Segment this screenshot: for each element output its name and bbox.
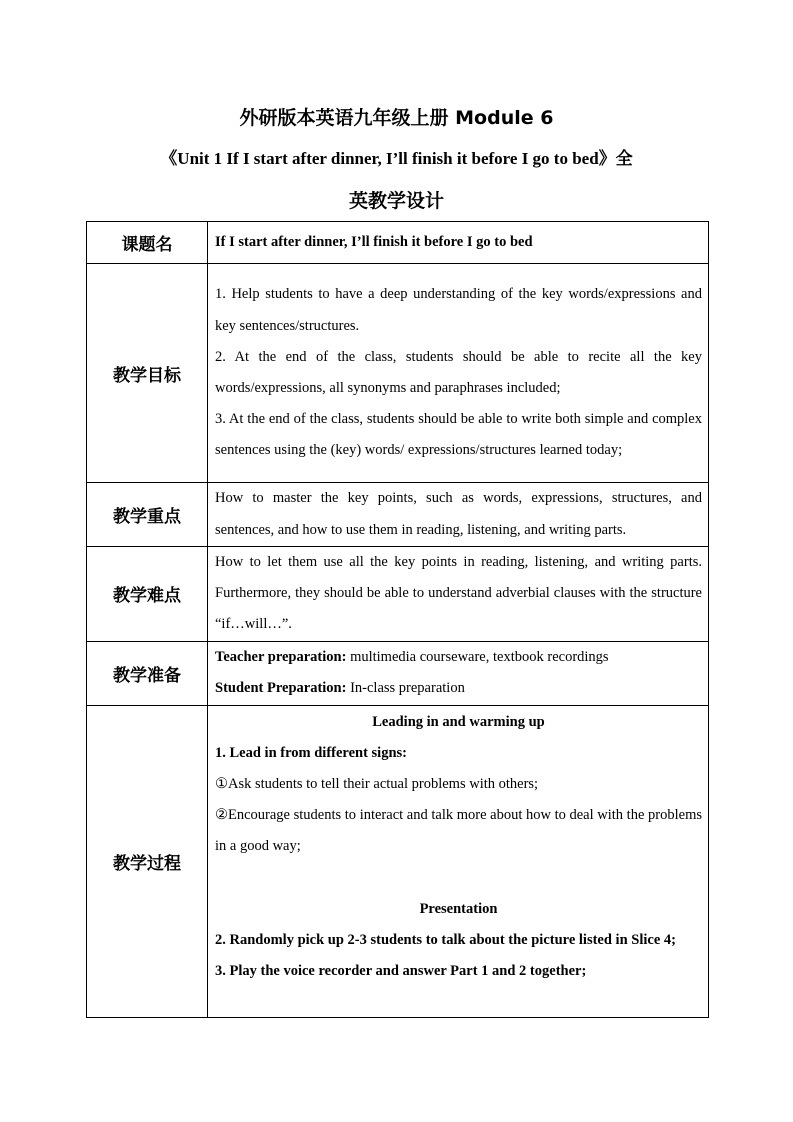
teacher-preparation-value: multimedia courseware, textbook recordings <box>346 648 609 665</box>
objectives-content <box>208 264 709 483</box>
key-points-label: 教学重点 <box>87 483 208 547</box>
process-step: 2. Randomly pick up 2-3 students to talk about the picture listed in Slice 4; <box>215 931 676 948</box>
row-preparation <box>87 641 709 705</box>
objective-item: 3. At the end of the class, students should be able to write both simple and complex sentences using the (key) words/ expressions/structures learned today; <box>215 411 702 459</box>
subject-value: If I start after dinner, I’ll finish it before I go to bed <box>208 222 709 264</box>
student-preparation-label: Student Preparation: <box>215 680 347 697</box>
student-preparation <box>215 673 702 704</box>
preparation-content <box>208 641 709 705</box>
title-unit-name: Unit 1 If I start after dinner, I’ll finish it before I go to bed <box>177 149 599 168</box>
preparation-label: 教学准备 <box>87 641 208 705</box>
objective-item: 2. At the end of the class, students should be able to recite all the key words/expressions, all synonyms and paraphrases included; <box>215 348 702 396</box>
row-objectives <box>87 264 709 483</box>
teacher-preparation-label: Teacher preparation: <box>215 648 347 665</box>
document-title-line2 <box>0 145 793 173</box>
process-step: 1. Lead in from different signs: <box>215 744 407 761</box>
row-subject <box>87 222 709 264</box>
subject-label: 课题名 <box>87 222 208 264</box>
title-bracket-close: 》全 <box>598 149 633 169</box>
difficult-points-text: How to let them use all the key points in reading, listening, and writing parts. Furthermore, they should be able to understand adverbial clauses with the structure “if…will…”. <box>208 547 709 642</box>
key-points-text: How to master the key points, such as words, expressions, structures, and sentences, and how to use them in reading, listening, and writing parts. <box>208 483 709 547</box>
process-substep: ②Encourage students to interact and talk more about how to deal with the problems in a good way; <box>215 807 702 855</box>
difficult-points-label: 教学难点 <box>87 547 208 642</box>
document-title-line1: 外研版本英语九年级上册 Module 6 <box>239 107 554 129</box>
process-step: 3. Play the voice recorder and answer Part 1 and 2 together; <box>215 963 587 980</box>
lesson-plan-table <box>86 221 709 1018</box>
objectives-label: 教学目标 <box>87 264 208 483</box>
process-substep: ①Ask students to tell their actual problems with others; <box>215 776 539 793</box>
spacer <box>215 863 702 894</box>
section-heading-presentation: Presentation <box>419 900 498 917</box>
title-bracket-open: 《 <box>160 149 178 169</box>
row-key-points <box>87 483 709 547</box>
row-process <box>87 705 709 1017</box>
process-content <box>208 705 709 1017</box>
document-title-line3: 英教学设计 <box>348 190 444 212</box>
section-heading-leading-in: Leading in and warming up <box>372 713 545 730</box>
objective-item: 1. Help students to have a deep understanding of the key words/expressions and key sentences/structures. <box>215 286 702 334</box>
row-difficult-points <box>87 547 709 642</box>
student-preparation-value: In-class preparation <box>346 680 465 697</box>
teacher-preparation <box>215 642 702 673</box>
process-label: 教学过程 <box>87 705 208 1017</box>
